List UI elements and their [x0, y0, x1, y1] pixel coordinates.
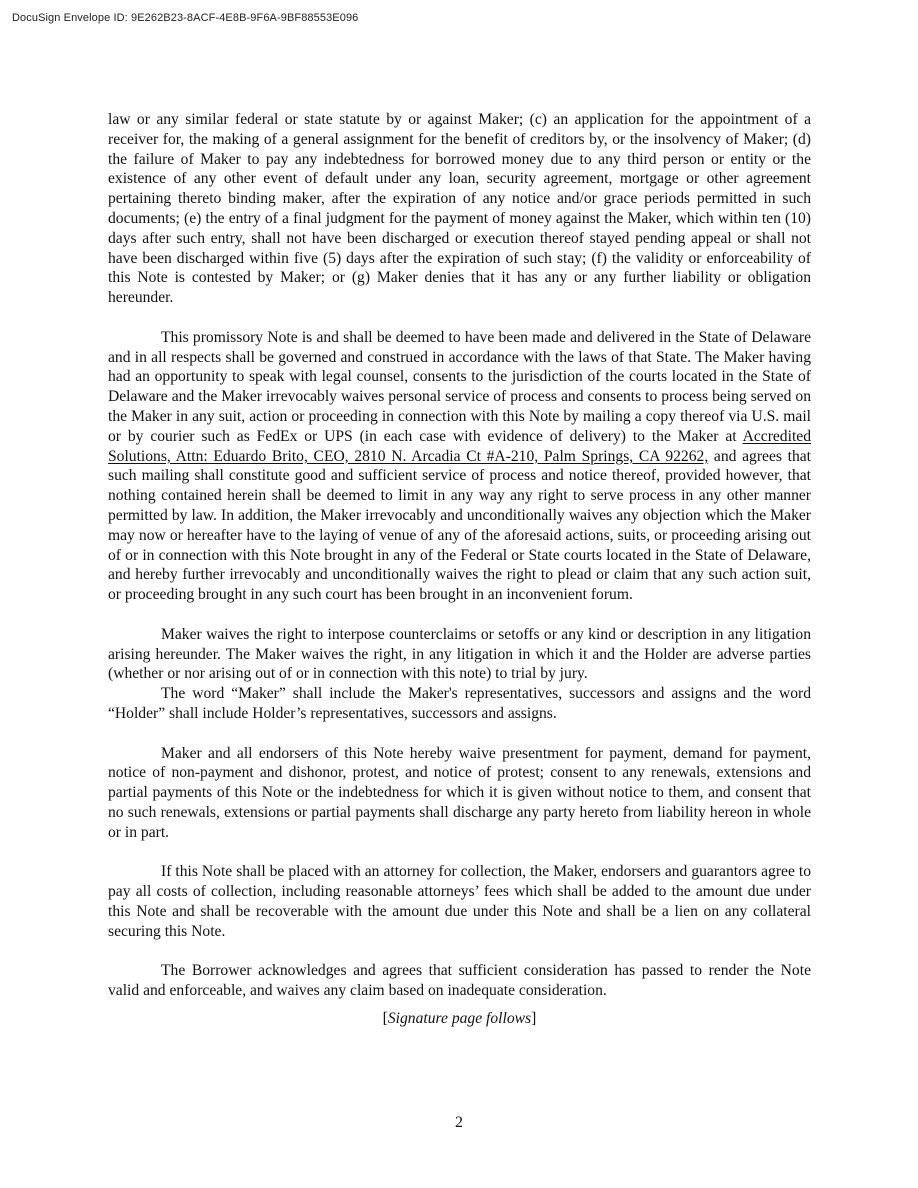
envelope-id: DocuSign Envelope ID: 9E262B23-8ACF-4E8B-9F6A-9BF88553E096	[12, 12, 359, 24]
page-number: 2	[455, 1114, 463, 1131]
paragraph-collection-costs: If this Note shall be placed with an attorney for collection, the Maker, endorsers and guarantors agree to pay all costs of collection, including reasonable attorneys’ fees which shall be added to the amount due under this Note and shall be recoverable with the amount due under this Note and shall be a lien on any collateral securing this Note.	[108, 863, 811, 940]
paragraph-default-events: law or any similar federal or state statute by or against Maker; (c) an application for the appointment of a receiver for, the making of a general assignment for the benefit of creditors by, or the insolvency of Maker; (d) the failure of Maker to pay any indebtedness for borrowed money due to any third person or entity or the existence of any other event of default under any loan, security agreement, mortgage or other agreement pertaining thereto binding maker, after the expiration of any notice and/or grace periods permitted in such documents; (e) the entry of a final judgment for the payment of money against the Maker, which within ten (10) days after such entry, shall not have been discharged or execution thereof stayed pending appeal or shall not have been discharged within five (5) days after the expiration of such stay; (f) the validity or enforceability of this Note is contested by Maker; or (g) Maker denies that it has any or any further liability or obligation hereunder.	[108, 111, 811, 307]
paragraph-definitions: The word “Maker” shall include the Maker's representatives, successors and assigns and the word “Holder” shall include Holder’s representatives, successors and assigns.	[108, 685, 811, 722]
paragraph-jury-waiver: Maker waives the right to interpose counterclaims or setoffs or any kind or description in any litigation arising hereunder. The Maker waives the right, in any litigation in which it and the Holder are adverse parties (whether or nor arising out of or in connection with this note) to trial by jury.	[108, 625, 811, 683]
governing-law-text: This promissory Note is and shall be deemed to have been made and delivered in the State of Delaware and in all respects shall be governed and construed in accordance with the laws of that State. The Maker having had an opportunity to speak with legal counsel, consents to the jurisdiction of the courts located in the State of Delaware and the Maker irrevocably waives personal service of process and consents to process being served on the Maker in any suit, action or proceeding in connection with this Note by mailing a copy thereof via U.S. mail or by courier such as FedEx or UPS (in each case with evidence of delivery) to the Maker at	[108, 328, 811, 445]
paragraph-consideration: The Borrower acknowledges and agrees that sufficient consideration has passed to render the Note valid and enforceable, and waives any claim based on inadequate consideration.	[108, 962, 811, 1000]
document-body	[108, 110, 811, 1029]
paragraph-presentment-waiver: Maker and all endorsers of this Note hereby waive presentment for payment, demand for payment, notice of non-payment and dishonor, protest, and notice of protest; consent to any renewals, extensions and partial payments of this Note or the indebtedness for which it is given without notice to them, and consent that no such renewals, extensions or partial payments shall discharge any party hereto from liability hereon in whole or in part.	[108, 744, 811, 841]
signature-page-text: Signature page follows	[387, 1009, 532, 1027]
maker-address: Accredited Solutions, Attn: Eduardo Brito, CEO, 2810 N. Arcadia Ct #A-210, Palm Springs, CA 92262,	[108, 427, 811, 465]
governing-law-text-cont: and agrees that such mailing shall constitute good and sufficient service of process and notice thereof, provided however, that nothing contained herein shall be deemed to limit in any way any right to serve process in any other manner permitted by law. In addition, the Maker irrevocably and unconditionally waives any objection which the Maker may now or hereafter have to the laying of venue of any of the aforesaid actions, suits, or proceeding arising out of or in connection with this Note brought in any of the Federal or State courts located in the State of Delaware, and hereby further irrevocably and unconditionally waives the right to plead or claim that any such action suit, or proceeding brought in any such court has been brought in an inconvenient forum.	[108, 447, 811, 604]
paragraph-governing-law	[108, 328, 811, 605]
signature-page-note: [Signature page follows]	[382, 1009, 537, 1027]
